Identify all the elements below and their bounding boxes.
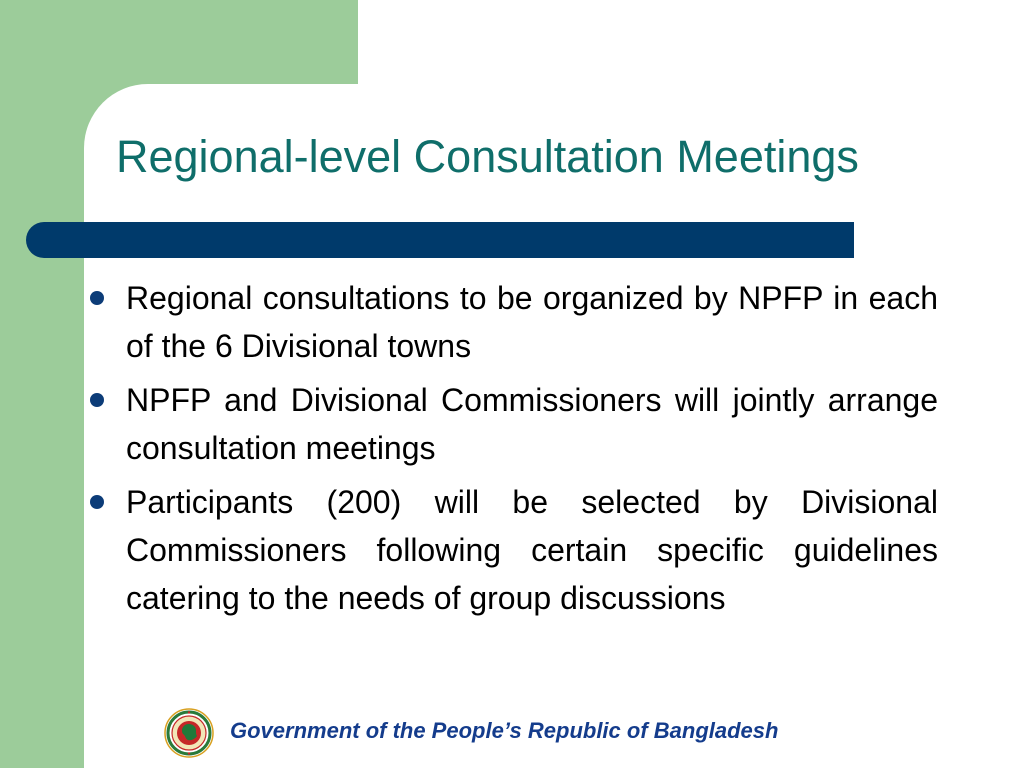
bullet-icon (90, 291, 104, 305)
bullet-icon (90, 495, 104, 509)
title-divider-bar (26, 222, 854, 258)
footer-text: Government of the People’s Republic of Bangladesh (230, 718, 779, 743)
slide-title: Regional-level Consultation Meetings (116, 131, 859, 182)
bullet-item (86, 274, 938, 370)
bullet-text: NPFP and Divisional Commissioners will jointly arrange consultation meetings (126, 382, 938, 466)
bullet-list (86, 274, 938, 628)
bullet-text: Participants (200) will be selected by Divisional Commissioners following certain specific guidelines catering to the needs of group discussions (126, 484, 938, 616)
bullet-icon (90, 393, 104, 407)
background-green-strip (0, 0, 84, 768)
bullet-item (86, 376, 938, 472)
bullet-text: Regional consultations to be organized by NPFP in each of the 6 Divisional towns (126, 280, 938, 364)
bullet-item (86, 478, 938, 622)
footer (164, 706, 924, 760)
bangladesh-government-seal-icon (164, 708, 214, 758)
